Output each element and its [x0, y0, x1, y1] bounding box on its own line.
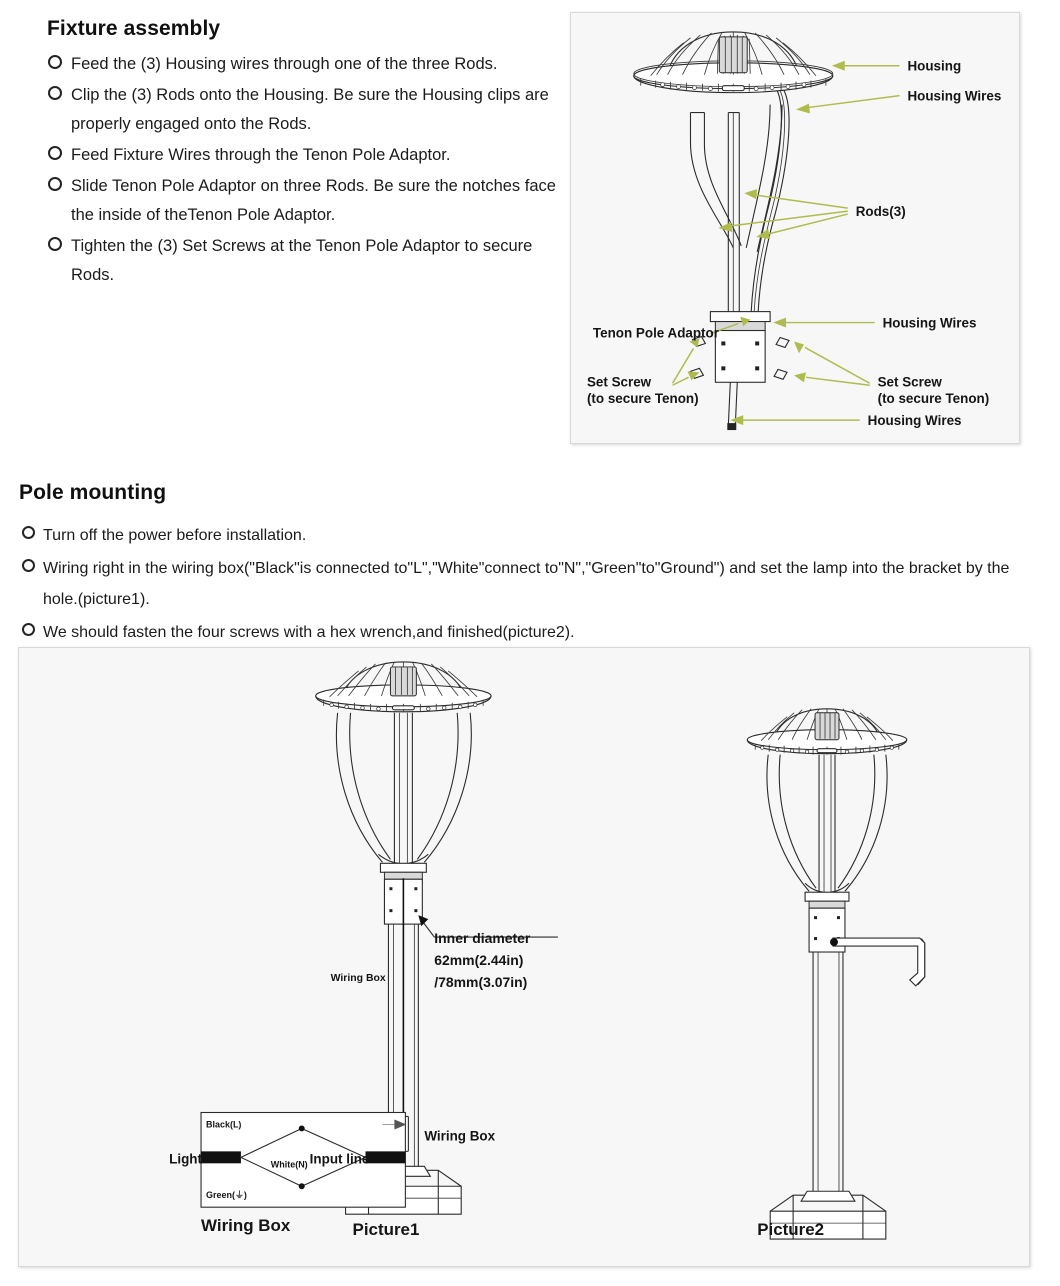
label-inner-diameter-value2: /78mm(3.07in): [434, 973, 528, 990]
label-housing-wires-top: Housing Wires: [907, 88, 1002, 104]
fixture-step-text: Tighten the (3) Set Screws at the Tenon Pole Adaptor to secure Rods.: [71, 237, 533, 284]
label-housing: Housing: [907, 58, 962, 74]
bullet-circle-icon: [22, 623, 35, 636]
pole-step-text: We should fasten the four screws with a hex wrench,and finished(picture2).: [43, 624, 575, 641]
label-wiring-box-pole: Wiring Box: [330, 972, 386, 984]
label-inner-diameter: Inner diameter: [434, 930, 531, 947]
caption-picture1: Picture1: [352, 1220, 420, 1240]
hex-wrench-drawing: [830, 938, 925, 986]
pole-step-text: Wiring right in the wiring box("Black"is connected to"L","White"connect to"N","Green"to"Ground") and set the lamp into the bracket by the hole.(picture1).: [43, 560, 1010, 608]
list-item: [22, 617, 1037, 648]
tenon-pole-adaptor-drawing: [710, 312, 770, 430]
label-tenon-pole-adaptor: Tenon Pole Adaptor: [592, 325, 719, 341]
bullet-circle-icon: [48, 86, 62, 100]
label-wire-white: White(N): [270, 1159, 308, 1170]
list-item: [22, 553, 1037, 615]
luminaire-housing-drawing: [634, 32, 833, 93]
pole-mounting-diagram: [18, 647, 1030, 1267]
label-light: Light: [169, 1151, 202, 1167]
list-item: [48, 81, 558, 139]
label-wiring-box-right: Wiring Box: [424, 1128, 496, 1144]
fixture-step-text: Feed Fixture Wires through the Tenon Pole Adaptor.: [71, 146, 451, 164]
label-input-line: Input line: [309, 1151, 370, 1167]
label-housing-wires-bottom: Housing Wires: [867, 413, 962, 429]
fixture-step-text: Feed the (3) Housing wires through one of the three Rods.: [71, 55, 498, 73]
bullet-circle-icon: [48, 177, 62, 191]
caption-picture2: Picture2: [757, 1220, 825, 1240]
fixture-step-text: Slide Tenon Pole Adaptor on three Rods. Be sure the notches face the inside of theTenon Pole Adaptor.: [71, 177, 556, 224]
list-item: [48, 172, 558, 230]
bullet-circle-icon: [22, 559, 35, 572]
label-set-screw-left: Set Screw: [586, 374, 652, 390]
label-set-screw-left-sub: (to secure Tenon): [586, 391, 699, 407]
list-item: [48, 50, 558, 79]
label-set-screw-right-sub: (to secure Tenon): [877, 391, 990, 407]
caption-wiring-box: Wiring Box: [201, 1216, 291, 1236]
bullet-circle-icon: [48, 146, 62, 160]
fixture-step-text: Clip the (3) Rods onto the Housing. Be sure the Housing clips are properly engaged onto the Rods.: [71, 86, 549, 133]
label-housing-wires-mid: Housing Wires: [882, 315, 977, 331]
list-item: [48, 141, 558, 170]
fixture-assembly-diagram: [570, 12, 1020, 444]
picture2-drawing: [747, 709, 924, 1239]
label-rods: Rods(3): [855, 204, 906, 220]
wiring-box-detail: [201, 1112, 406, 1207]
pole-mounting-title: Pole mounting: [19, 481, 167, 504]
bullet-circle-icon: [48, 55, 62, 69]
callout-arrows: [673, 61, 900, 425]
fixture-assembly-steps: [48, 50, 558, 292]
label-wire-green: Green(⏚): [206, 1190, 247, 1201]
label-set-screw-right: Set Screw: [877, 374, 942, 390]
pole-mounting-steps: [22, 520, 1037, 650]
pole-step-text: Turn off the power before installation.: [43, 527, 307, 544]
list-item: [22, 520, 1037, 551]
label-inner-diameter-value1: 62mm(2.44in): [434, 951, 524, 968]
label-wire-black: Black(L): [206, 1119, 242, 1130]
list-item: [48, 232, 558, 290]
fixture-assembly-title: Fixture assembly: [47, 17, 221, 40]
bullet-circle-icon: [22, 526, 35, 539]
bullet-circle-icon: [48, 237, 62, 251]
